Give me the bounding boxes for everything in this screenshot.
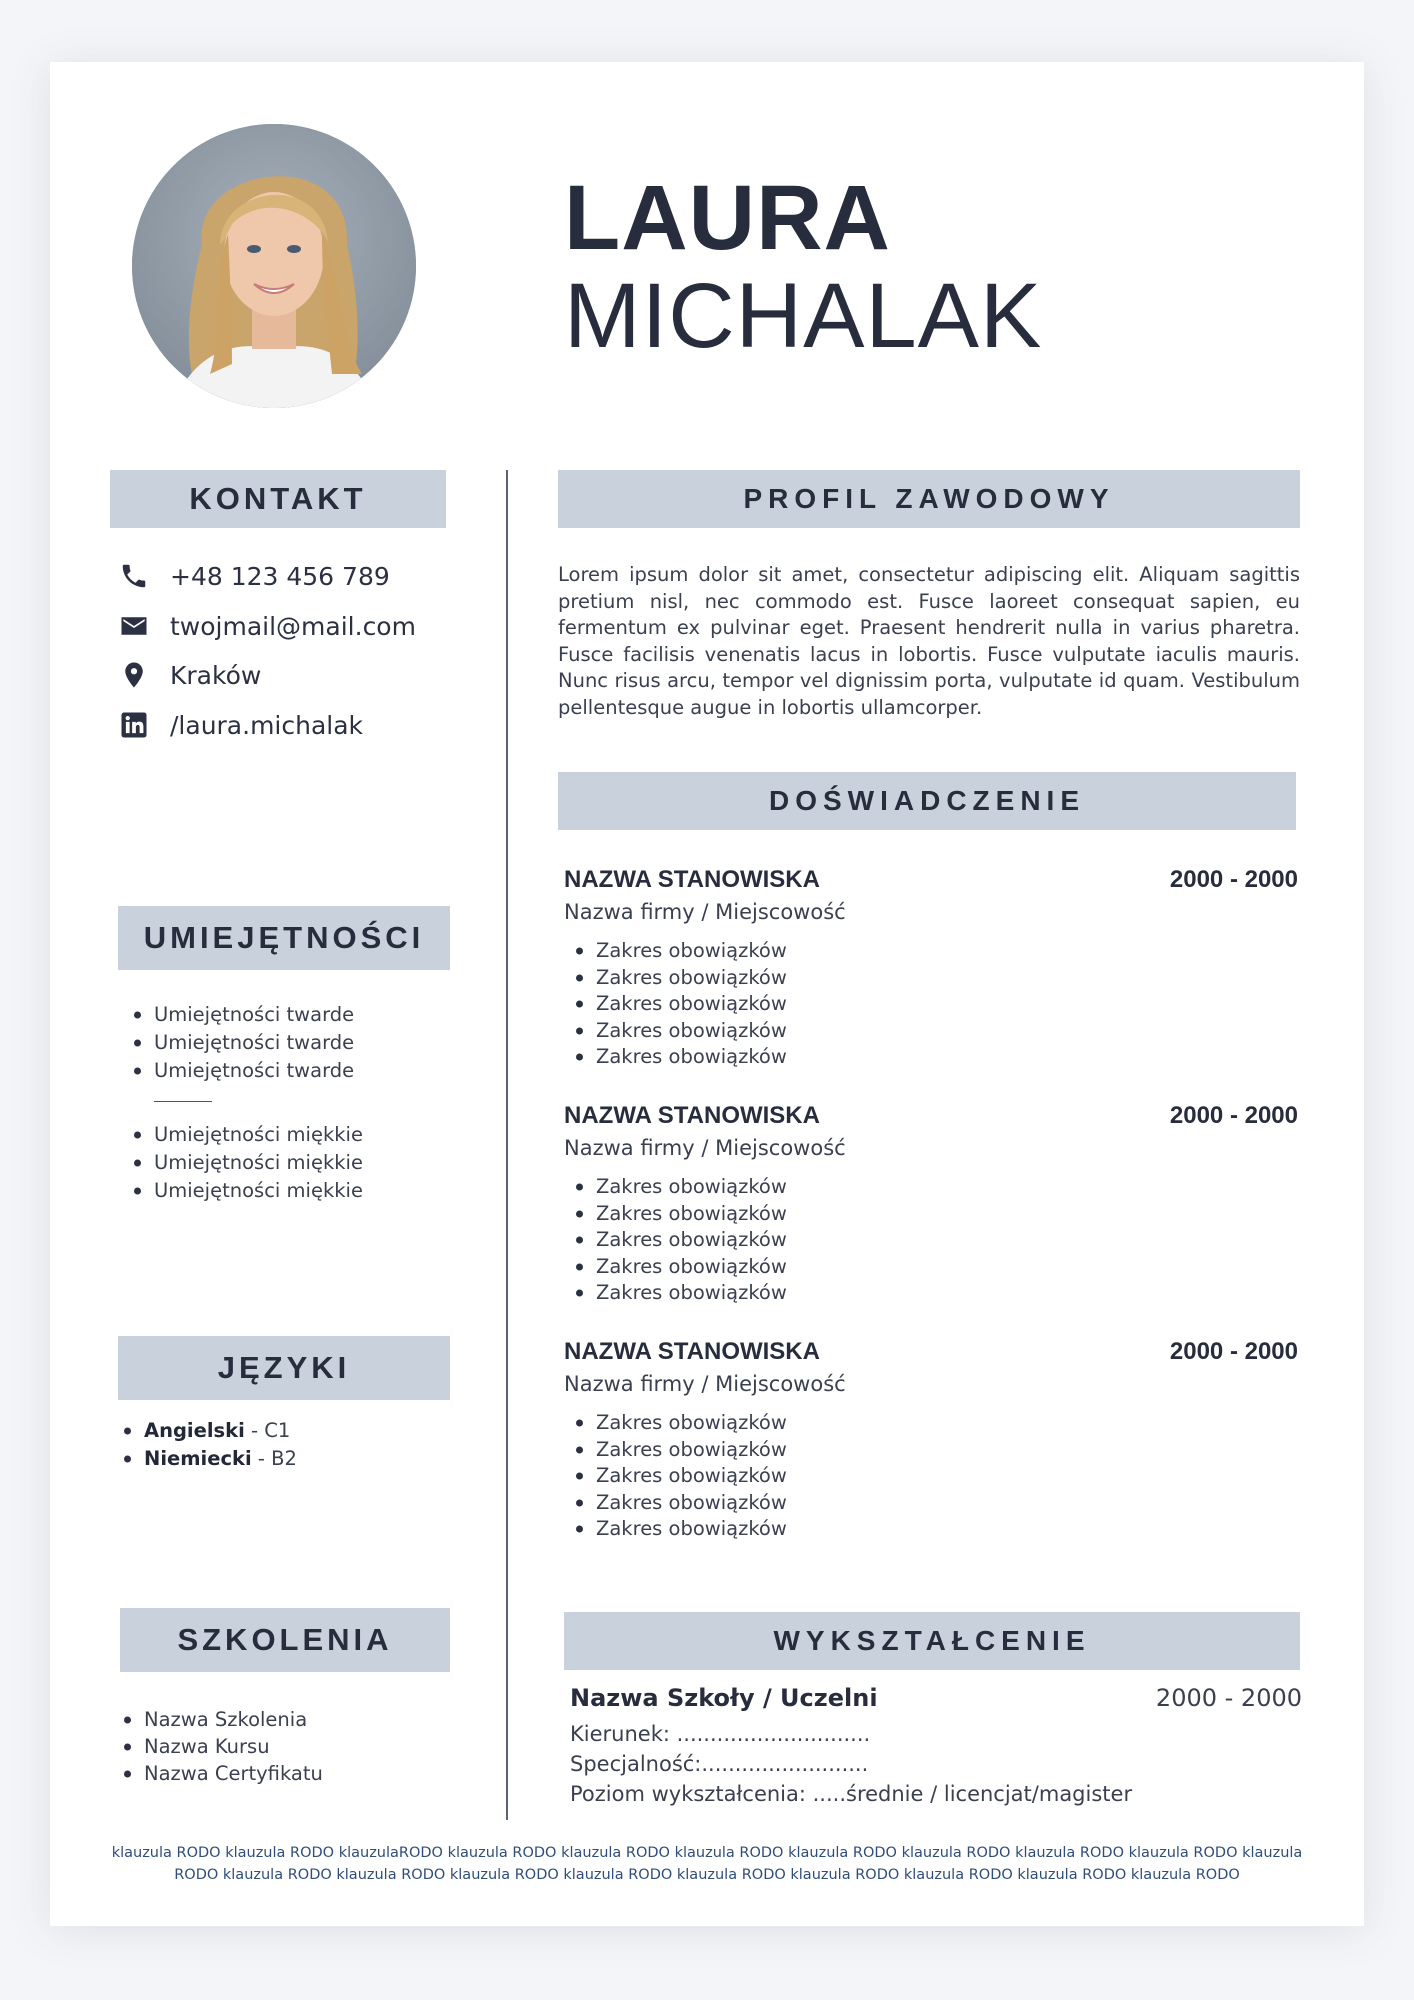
resume-page xyxy=(50,62,1364,1926)
education-field: Kierunek: ............................. xyxy=(570,1722,871,1746)
job-dates: 2000 - 2000 xyxy=(1169,1338,1298,1365)
trainings-header: SZKOLENIA xyxy=(120,1608,450,1672)
job-position: NAZWA STANOWISKA xyxy=(564,866,820,893)
list-item: Nazwa Szkolenia xyxy=(122,1706,323,1733)
list-item: Zakres obowiązków xyxy=(574,1254,787,1281)
email-text[interactable]: twojmail@mail.com xyxy=(170,611,416,641)
list-item: Zakres obowiązków xyxy=(574,1201,787,1228)
list-item: Umiejętności miękkie xyxy=(132,1121,363,1149)
contact-linkedin xyxy=(118,709,363,741)
list-item: Zakres obowiązków xyxy=(574,1437,787,1464)
list-item xyxy=(122,1417,297,1445)
experience-header: DOŚWIADCZENIE xyxy=(558,772,1296,830)
profile-header: PROFIL ZAWODOWY xyxy=(558,470,1300,528)
education-dates: 2000 - 2000 xyxy=(1155,1684,1302,1712)
job-position: NAZWA STANOWISKA xyxy=(564,1338,820,1365)
linkedin-text[interactable]: /laura.michalak xyxy=(170,710,364,740)
job-position: NAZWA STANOWISKA xyxy=(564,1102,820,1129)
linkedin-icon xyxy=(118,709,150,741)
contact-phone xyxy=(118,560,390,592)
languages-header: JĘZYKI xyxy=(118,1336,450,1400)
list-item: Umiejętności twarde xyxy=(132,1001,354,1029)
list-item: Zakres obowiązków xyxy=(574,1174,787,1201)
profile-text: Lorem ipsum dolor sit amet, consectetur adipiscing elit. Aliquam sagittis pretium nisl, nec commodo est. Fusce laoreet consequat sapien, eu fermentum ex pulvinar eget. Praesent hendrerit nulla in varius pharetra. Fusce facilisis venenatis lacus in lobortis. Fusce vulputate iaculis mauris. Nunc risus arcu, tempor vel dignissim porta, vulputate id quam. Vestibulum pellentesque augue in lobortis ullamcorper. xyxy=(558,563,1300,719)
job-dates: 2000 - 2000 xyxy=(1169,1102,1298,1129)
mail-icon xyxy=(118,610,150,642)
hard-skills-list xyxy=(132,1001,354,1085)
list-item: Umiejętności twarde xyxy=(132,1029,354,1057)
skills-separator xyxy=(154,1101,212,1102)
language-name: Niemiecki xyxy=(144,1447,252,1470)
job-duties-list xyxy=(574,938,787,1071)
list-item xyxy=(122,1445,297,1473)
job-company: Nazwa firmy / Miejscowość xyxy=(564,900,846,924)
phone-icon xyxy=(118,560,150,592)
job-duties-list xyxy=(574,1410,787,1543)
language-level: - B2 xyxy=(251,1447,297,1470)
list-item: Umiejętności miękkie xyxy=(132,1177,363,1205)
list-item: Zakres obowiązków xyxy=(574,1044,787,1071)
languages-list xyxy=(122,1417,297,1473)
soft-skills-list xyxy=(132,1121,363,1205)
contact-city xyxy=(118,659,261,691)
education-level: Poziom wykształcenia: .....średnie / licencjat/magister xyxy=(570,1782,1133,1806)
first-name: LAURA xyxy=(564,167,891,269)
list-item: Zakres obowiązków xyxy=(574,1463,787,1490)
job-dates: 2000 - 2000 xyxy=(1169,866,1298,893)
city-text: Kraków xyxy=(170,660,262,690)
language-level: - C1 xyxy=(244,1419,291,1442)
school-name: Nazwa Szkoły / Uczelni xyxy=(570,1684,878,1712)
list-item: Zakres obowiązków xyxy=(574,1280,787,1307)
contact-email xyxy=(118,610,416,642)
skills-header: UMIEJĘTNOŚCI xyxy=(118,906,450,970)
education-header: WYKSZTAŁCENIE xyxy=(564,1612,1300,1670)
contact-header: KONTAKT xyxy=(110,470,446,528)
education-specialty: Specjalność:......................... xyxy=(570,1752,869,1776)
column-divider xyxy=(506,470,508,1820)
list-item: Zakres obowiązków xyxy=(574,1516,787,1543)
list-item: Zakres obowiązków xyxy=(574,991,787,1018)
last-name: MICHALAK xyxy=(564,265,1043,367)
job-duties-list xyxy=(574,1174,787,1307)
list-item: Nazwa Kursu xyxy=(122,1733,323,1760)
list-item: Zakres obowiązków xyxy=(574,965,787,992)
list-item: Zakres obowiązków xyxy=(574,1227,787,1254)
phone-text[interactable]: +48 123 456 789 xyxy=(170,561,390,591)
trainings-list xyxy=(122,1706,323,1787)
list-item: Nazwa Certyfikatu xyxy=(122,1760,323,1787)
job-company: Nazwa firmy / Miejscowość xyxy=(564,1136,846,1160)
list-item: Zakres obowiązków xyxy=(574,1410,787,1437)
list-item: Umiejętności twarde xyxy=(132,1057,354,1085)
location-pin-icon xyxy=(118,659,150,691)
list-item: Zakres obowiązków xyxy=(574,1490,787,1517)
job-company: Nazwa firmy / Miejscowość xyxy=(564,1372,846,1396)
rodo-clause: klauzula RODO klauzula RODO klauzulaRODO klauzula RODO klauzula RODO klauzula RODO klauzula RODO klauzula RODO klauzula RODO klauzula RODO klauzula RODO klauzula RODO klauzula RODO klauzula RODO klauzula RODO klauzula RODO klauzula RODO klauzula RODO klauzula RODO klauzula RODO xyxy=(111,1845,1303,1883)
list-item: Zakres obowiązków xyxy=(574,1018,787,1045)
profile-photo xyxy=(132,124,416,408)
list-item: Umiejętności miękkie xyxy=(132,1149,363,1177)
list-item: Zakres obowiązków xyxy=(574,938,787,965)
language-name: Angielski xyxy=(144,1419,245,1442)
